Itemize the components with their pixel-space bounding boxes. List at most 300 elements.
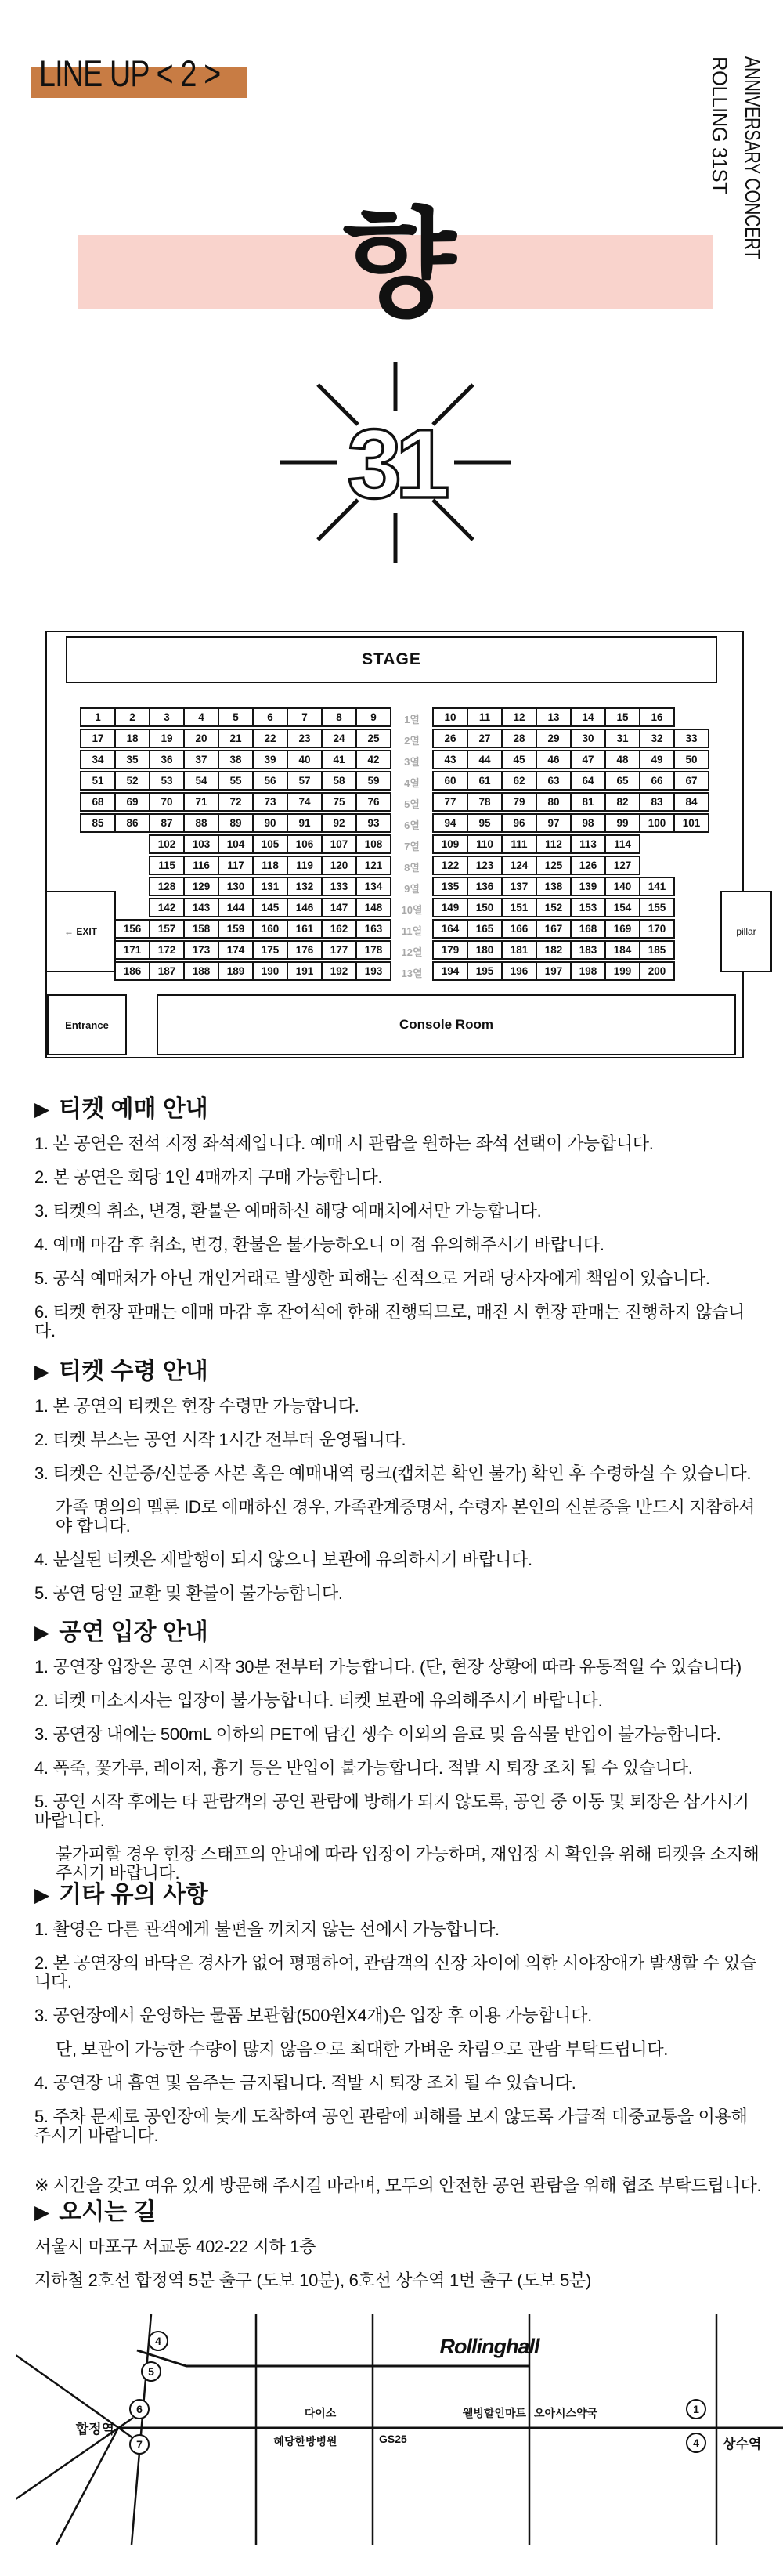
seat-cell: 75 xyxy=(321,792,357,812)
seat-cell: 180 xyxy=(467,940,503,960)
section-item: 1. 본 공연은 전석 지정 좌석제입니다. 예매 시 관람을 원하는 좌석 선택이 가능합니다. xyxy=(34,1134,654,1153)
seat-cell: 181 xyxy=(501,940,537,960)
seat-cell: 14 xyxy=(570,707,606,727)
seat-cell: 122 xyxy=(432,856,468,875)
section-item: 5. 공식 예매처가 아닌 개인거래로 발생한 피해는 전적으로 거래 당사자에게 책임이 있습니다. xyxy=(34,1268,710,1288)
seat-cell: 71 xyxy=(183,792,219,812)
exit-box xyxy=(45,891,116,972)
sangsu-exit-badges xyxy=(687,2400,705,2452)
seat-cell: 51 xyxy=(80,771,116,791)
seat-cell: 129 xyxy=(183,877,219,896)
seat-cell: 80 xyxy=(536,792,572,812)
anniversary-31-sunburst-logo xyxy=(278,345,513,580)
seat-cell: 188 xyxy=(183,961,219,981)
seat-cell: 110 xyxy=(467,834,503,854)
seat-cell: 37 xyxy=(183,750,219,769)
seat-cell: 49 xyxy=(639,750,675,769)
seat-cell: 155 xyxy=(639,898,675,917)
seat-cell: 147 xyxy=(321,898,357,917)
info-section xyxy=(34,1619,763,1898)
seat-cell: 137 xyxy=(501,877,537,896)
seat-cell: 26 xyxy=(432,729,468,748)
seat-cell: 56 xyxy=(252,771,288,791)
seat-cell: 7 xyxy=(287,707,323,727)
section-item: 3. 티켓의 취소, 변경, 환불은 예매하신 해당 예매처에서만 가능합니다. xyxy=(34,1201,542,1221)
seat-row-block xyxy=(432,877,675,896)
pillar-label: pillar xyxy=(736,926,756,937)
seat-cell: 100 xyxy=(639,813,675,833)
seat-cell: 104 xyxy=(218,834,254,854)
seat-cell: 131 xyxy=(252,877,288,896)
section-header xyxy=(34,1619,763,1647)
seat-cell: 54 xyxy=(183,771,219,791)
entrance-box xyxy=(47,994,127,1055)
seat-cell: 90 xyxy=(252,813,288,833)
seat-row-block xyxy=(432,750,709,769)
seat-cell: 167 xyxy=(536,919,572,939)
info-section xyxy=(34,1881,763,2210)
section-item: 3. 공연장에서 운영하는 물품 보관함(500원X4개)은 입장 후 이용 가능합니다. xyxy=(34,2006,592,2025)
seat-cell: 117 xyxy=(218,856,254,875)
seat-row-block xyxy=(80,792,392,812)
seat-cell: 169 xyxy=(604,919,640,939)
section-items xyxy=(34,2238,763,2290)
console-room-box xyxy=(157,994,736,1055)
seat-row-block xyxy=(80,750,392,769)
seat-row-block xyxy=(432,919,675,939)
seat-cell: 45 xyxy=(501,750,537,769)
seat-cell: 12 xyxy=(501,707,537,727)
section-item: 5. 주차 문제로 공연장에 늦게 도착하여 공연 관람에 피해를 보지 않도록 가급적 대중교통을 이용해주시기 바랍니다. xyxy=(34,2107,748,2145)
seat-cell: 42 xyxy=(355,750,392,769)
seat-cell: 53 xyxy=(149,771,185,791)
seat-cell: 199 xyxy=(604,961,640,981)
seat-cell: 31 xyxy=(604,729,640,748)
seat-cell: 50 xyxy=(673,750,709,769)
venue-label-rollinghall: Rollinghall xyxy=(439,2335,539,2358)
seat-cell: 27 xyxy=(467,729,503,748)
section-item: 2. 본 공연은 회당 1인 4매까지 구매 가능합니다. xyxy=(34,1167,383,1187)
seat-cell: 197 xyxy=(536,961,572,981)
stage-box xyxy=(66,636,717,683)
section-arrow-icon: ▶ xyxy=(34,1622,50,1644)
seat-cell: 139 xyxy=(570,877,606,896)
seat-cell: 118 xyxy=(252,856,288,875)
seat-cell: 111 xyxy=(501,834,537,854)
seat-cell: 150 xyxy=(467,898,503,917)
seat-row-block xyxy=(432,707,675,727)
seat-cell: 44 xyxy=(467,750,503,769)
seat-cell: 170 xyxy=(639,919,675,939)
seat-cell: 125 xyxy=(536,856,572,875)
section-header xyxy=(34,1095,763,1123)
seat-cell: 161 xyxy=(287,919,323,939)
seat-row-block xyxy=(432,834,640,854)
section-item: 4. 예매 마감 후 취소, 변경, 환불은 불가능하오니 이 점 유의해주시기 바랍니다. xyxy=(34,1235,604,1254)
seat-row-label: 11열 xyxy=(401,925,423,937)
seat-cell: 91 xyxy=(287,813,323,833)
seat-cell: 192 xyxy=(321,961,357,981)
seat-cell: 108 xyxy=(355,834,392,854)
seat-row-label: 8열 xyxy=(404,862,420,874)
seat-cell: 77 xyxy=(432,792,468,812)
seat-cell: 133 xyxy=(321,877,357,896)
map-place-label: 오아시스약국 xyxy=(534,2407,598,2419)
seat-cell: 186 xyxy=(114,961,150,981)
seat-cell: 66 xyxy=(639,771,675,791)
seat-cell: 93 xyxy=(355,813,392,833)
seat-row-label: 13열 xyxy=(401,968,423,979)
section-items xyxy=(34,1397,763,1603)
seat-cell: 95 xyxy=(467,813,503,833)
seat-cell: 76 xyxy=(355,792,392,812)
seat-cell: 152 xyxy=(536,898,572,917)
section-header xyxy=(34,1881,763,1909)
seat-cell: 13 xyxy=(536,707,572,727)
seat-cell: 23 xyxy=(287,729,323,748)
seat-cell: 190 xyxy=(252,961,288,981)
seat-row-block xyxy=(149,877,392,896)
seat-cell: 10 xyxy=(432,707,468,727)
seat-cell: 168 xyxy=(570,919,606,939)
seat-cell: 33 xyxy=(673,729,709,748)
subway-exit-badge: 4 xyxy=(155,2335,161,2347)
title-character: 향 xyxy=(342,198,456,330)
seat-cell: 138 xyxy=(536,877,572,896)
seat-row-block xyxy=(432,792,709,812)
seat-cell: 21 xyxy=(218,729,254,748)
seat-row-block xyxy=(114,961,392,981)
seat-cell: 116 xyxy=(183,856,219,875)
seat-cell: 174 xyxy=(218,940,254,960)
seat-cell: 65 xyxy=(604,771,640,791)
seat-cell: 24 xyxy=(321,729,357,748)
seat-row-block xyxy=(80,707,392,727)
section-item: 단, 보관이 가능한 수량이 많지 않음으로 최대한 가벼운 차림으로 관람 부탁드립니다. xyxy=(56,2039,669,2059)
lineup-title: LINE UP < 2 > xyxy=(39,52,221,94)
seat-cell: 46 xyxy=(536,750,572,769)
seat-cell: 87 xyxy=(149,813,185,833)
seat-cell: 106 xyxy=(287,834,323,854)
seating-chart xyxy=(45,631,756,1058)
map-place-label: 다이소 xyxy=(304,2407,337,2419)
seat-cell: 16 xyxy=(639,707,675,727)
seat-cell: 160 xyxy=(252,919,288,939)
seat-cell: 103 xyxy=(183,834,219,854)
seat-cell: 82 xyxy=(604,792,640,812)
seat-row-block xyxy=(80,771,392,791)
seat-cell: 96 xyxy=(501,813,537,833)
seat-cell: 151 xyxy=(501,898,537,917)
seat-cell: 43 xyxy=(432,750,468,769)
vertical-title-rolling-31st: ROLLING 31ST xyxy=(708,56,731,194)
seat-cell: 120 xyxy=(321,856,357,875)
section-item: 2. 본 공연장의 바닥은 경사가 없어 평평하여, 관람객의 신장 차이에 의한 시야장애가 발생할 수 있습니다. xyxy=(34,1953,757,1992)
seat-cell: 153 xyxy=(570,898,606,917)
seat-cell: 92 xyxy=(321,813,357,833)
seat-cell: 136 xyxy=(467,877,503,896)
seat-row-label: 5열 xyxy=(404,798,420,810)
section-items xyxy=(34,1134,763,1340)
seat-cell: 86 xyxy=(114,813,150,833)
seat-cell: 30 xyxy=(570,729,606,748)
seat-cell: 83 xyxy=(639,792,675,812)
seat-cell: 171 xyxy=(114,940,150,960)
seat-cell: 5 xyxy=(218,707,254,727)
section-item: 1. 촬영은 다른 관객에게 불편을 끼치지 않는 선에서 가능합니다. xyxy=(34,1919,500,1939)
seat-cell: 183 xyxy=(570,940,606,960)
seat-row-block xyxy=(432,940,675,960)
seat-cell: 154 xyxy=(604,898,640,917)
station-label-hapjeong: 합정역 xyxy=(75,2422,114,2437)
seat-cell: 34 xyxy=(80,750,116,769)
section-item: 1. 공연장 입장은 공연 시작 30분 전부터 가능합니다. (단, 현장 상황에 따라 유동적일 수 있습니다) xyxy=(34,1657,742,1677)
seat-cell: 88 xyxy=(183,813,219,833)
seat-cell: 55 xyxy=(218,771,254,791)
seat-cell: 162 xyxy=(321,919,357,939)
section-title: 오시는 길 xyxy=(59,2199,157,2225)
seat-cell: 35 xyxy=(114,750,150,769)
seat-cell: 48 xyxy=(604,750,640,769)
seat-cell: 165 xyxy=(467,919,503,939)
section-item: 5. 공연 당일 교환 및 환불이 불가능합니다. xyxy=(34,1583,343,1603)
seat-row-block xyxy=(432,898,675,917)
seat-cell: 126 xyxy=(570,856,606,875)
seat-cell: 115 xyxy=(149,856,185,875)
seat-cell: 85 xyxy=(80,813,116,833)
seat-row-block xyxy=(432,813,709,833)
seat-cell: 1 xyxy=(80,707,116,727)
seat-cell: 166 xyxy=(501,919,537,939)
seat-cell: 196 xyxy=(501,961,537,981)
seat-cell: 182 xyxy=(536,940,572,960)
seat-cell: 3 xyxy=(149,707,185,727)
section-item: 4. 분실된 티켓은 재발행이 되지 않으니 보관에 유의하시기 바랍니다. xyxy=(34,1550,532,1569)
seat-cell: 198 xyxy=(570,961,606,981)
seat-cell: 124 xyxy=(501,856,537,875)
seat-cell: 62 xyxy=(501,771,537,791)
seat-row-block xyxy=(149,898,392,917)
section-items xyxy=(34,1920,763,2195)
seat-cell: 175 xyxy=(252,940,288,960)
seat-cell: 61 xyxy=(467,771,503,791)
seat-cell: 58 xyxy=(321,771,357,791)
seat-row-label: 4열 xyxy=(404,777,420,789)
seat-cell: 79 xyxy=(501,792,537,812)
section-item: 3. 티켓은 신분증/신분증 사본 혹은 예매내역 링크(캡쳐본 확인 불가) 확인 후 수령하실 수 있습니다. xyxy=(34,1463,752,1483)
seat-cell: 19 xyxy=(149,729,185,748)
seat-cell: 179 xyxy=(432,940,468,960)
seat-cell: 57 xyxy=(287,771,323,791)
seat-cell: 38 xyxy=(218,750,254,769)
seat-cell: 73 xyxy=(252,792,288,812)
seat-cell: 146 xyxy=(287,898,323,917)
seat-row-block xyxy=(432,729,709,748)
seat-cell: 18 xyxy=(114,729,150,748)
seat-cell: 142 xyxy=(149,898,185,917)
seat-row-block xyxy=(149,856,392,875)
seat-cell: 20 xyxy=(183,729,219,748)
section-header xyxy=(34,1358,763,1386)
seat-cell: 178 xyxy=(355,940,392,960)
seat-cell: 98 xyxy=(570,813,606,833)
section-arrow-icon: ▶ xyxy=(34,1361,50,1383)
seat-row-block xyxy=(80,813,392,833)
entrance-label: Entrance xyxy=(65,1018,109,1031)
seat-cell: 141 xyxy=(639,877,675,896)
seat-cell: 200 xyxy=(639,961,675,981)
seat-cell: 40 xyxy=(287,750,323,769)
section-arrow-icon: ▶ xyxy=(34,1098,50,1120)
info-section xyxy=(34,1095,763,1355)
section-item: 서울시 마포구 서교동 402-22 지하 1층 xyxy=(34,2237,316,2256)
seat-cell: 127 xyxy=(604,856,640,875)
seat-row-block xyxy=(432,856,640,875)
console-room-label: Console Room xyxy=(399,1017,493,1032)
seat-cell: 15 xyxy=(604,707,640,727)
section-title: 티켓 수령 안내 xyxy=(59,1359,208,1384)
seat-cell: 32 xyxy=(639,729,675,748)
seat-cell: 64 xyxy=(570,771,606,791)
seat-cell: 156 xyxy=(114,919,150,939)
seat-cell: 8 xyxy=(321,707,357,727)
subway-exit-badge: 7 xyxy=(136,2438,143,2451)
seat-cell: 159 xyxy=(218,919,254,939)
seat-cell: 121 xyxy=(355,856,392,875)
section-item: 불가피할 경우 현장 스태프의 안내에 따라 입장이 가능하며, 재입장 시 확인을 위해 티켓을 소지해주시기 바랍니다. xyxy=(56,1844,760,1883)
seat-cell: 59 xyxy=(355,771,392,791)
logo-number-31: 31 xyxy=(347,410,444,519)
seat-row-label: 9열 xyxy=(404,883,420,895)
seat-cell: 173 xyxy=(183,940,219,960)
section-title: 기타 유의 사항 xyxy=(59,1882,208,1908)
seat-cell: 112 xyxy=(536,834,572,854)
map-place-label: 혜당한방병원 xyxy=(273,2435,337,2448)
seat-row-label: 12열 xyxy=(401,946,423,958)
seat-cell: 11 xyxy=(467,707,503,727)
seat-cell: 109 xyxy=(432,834,468,854)
section-item: 3. 공연장 내에는 500mL 이하의 PET에 담긴 생수 이외의 음료 및 음식물 반입이 불가능합니다. xyxy=(34,1724,721,1744)
seat-cell: 47 xyxy=(570,750,606,769)
section-item: 1. 본 공연의 티켓은 현장 수령만 가능합니다. xyxy=(34,1396,359,1416)
vertical-title-anniversary-concert: ANNIVERSARY CONCERT xyxy=(741,56,764,259)
map-place-label: GS25 xyxy=(379,2433,407,2445)
seat-cell: 134 xyxy=(355,877,392,896)
section-arrow-icon: ▶ xyxy=(34,1884,50,1906)
seat-cell: 81 xyxy=(570,792,606,812)
seat-cell: 36 xyxy=(149,750,185,769)
map-place-label: 웰빙할인마트 xyxy=(462,2407,526,2419)
seat-row-label: 6열 xyxy=(404,819,420,831)
section-arrow-icon: ▶ xyxy=(34,2202,50,2223)
seat-cell: 84 xyxy=(673,792,709,812)
seat-cell: 163 xyxy=(355,919,392,939)
seat-cell: 148 xyxy=(355,898,392,917)
section-item: 4. 공연장 내 흡연 및 음주는 금지됩니다. 적발 시 퇴장 조치 될 수 있습니다. xyxy=(34,2073,576,2093)
seat-row-label: 7열 xyxy=(404,841,420,852)
seat-cell: 145 xyxy=(252,898,288,917)
seat-cell: 130 xyxy=(218,877,254,896)
seat-cell: 99 xyxy=(604,813,640,833)
section-title: 티켓 예매 안내 xyxy=(59,1096,208,1122)
seat-cell: 140 xyxy=(604,877,640,896)
seat-cell: 9 xyxy=(355,707,392,727)
seat-cell: 2 xyxy=(114,707,150,727)
seat-cell: 60 xyxy=(432,771,468,791)
seat-cell: 22 xyxy=(252,729,288,748)
seat-row-block xyxy=(149,834,392,854)
section-items xyxy=(34,1658,763,1883)
seat-cell: 189 xyxy=(218,961,254,981)
seat-row-block xyxy=(80,729,392,748)
seat-row-label: 1열 xyxy=(404,714,420,725)
seat-cell: 187 xyxy=(149,961,185,981)
subway-exit-badge: 1 xyxy=(693,2403,699,2415)
seat-cell: 68 xyxy=(80,792,116,812)
section-item: 2. 티켓 부스는 공연 시작 1시간 전부터 운영됩니다. xyxy=(34,1430,406,1449)
seat-cell: 143 xyxy=(183,898,219,917)
seat-cell: 67 xyxy=(673,771,709,791)
seat-cell: 123 xyxy=(467,856,503,875)
seat-cell: 185 xyxy=(639,940,675,960)
info-section xyxy=(34,1358,763,1618)
seat-cell: 132 xyxy=(287,877,323,896)
seat-cell: 144 xyxy=(218,898,254,917)
seat-cell: 191 xyxy=(287,961,323,981)
seat-cell: 164 xyxy=(432,919,468,939)
seat-row-label: 10열 xyxy=(401,904,423,916)
seat-cell: 113 xyxy=(570,834,606,854)
section-item: 가족 명의의 멜론 ID로 예매하신 경우, 가족관계증명서, 수령자 본인의 신분증을 반드시 지참하셔야 합니다. xyxy=(56,1497,756,1536)
stage-label: STAGE xyxy=(362,650,421,668)
seat-cell: 172 xyxy=(149,940,185,960)
seat-cell: 17 xyxy=(80,729,116,748)
seat-cell: 176 xyxy=(287,940,323,960)
seat-cell: 89 xyxy=(218,813,254,833)
seat-cell: 128 xyxy=(149,877,185,896)
seat-cell: 119 xyxy=(287,856,323,875)
seat-cell: 193 xyxy=(355,961,392,981)
seat-cell: 72 xyxy=(218,792,254,812)
seat-cell: 149 xyxy=(432,898,468,917)
subway-exit-badge: 5 xyxy=(148,2365,154,2378)
seat-cell: 97 xyxy=(536,813,572,833)
section-item: 지하철 2호선 합정역 5분 출구 (도보 10분), 6호선 상수역 1번 출구 (도보 5분) xyxy=(34,2270,592,2290)
seat-row-block xyxy=(432,961,675,981)
seat-cell: 158 xyxy=(183,919,219,939)
seat-cell: 78 xyxy=(467,792,503,812)
seat-cell: 70 xyxy=(149,792,185,812)
seat-cell: 25 xyxy=(355,729,392,748)
section-header xyxy=(34,2198,763,2227)
subway-exit-badge: 6 xyxy=(136,2403,143,2415)
seat-row-label: 3열 xyxy=(404,756,420,768)
seat-row-label: 2열 xyxy=(404,735,420,747)
seat-cell: 29 xyxy=(536,729,572,748)
seat-cell: 63 xyxy=(536,771,572,791)
seat-cell: 157 xyxy=(149,919,185,939)
section-title: 공연 입장 안내 xyxy=(59,1619,208,1645)
seat-row-block xyxy=(432,771,709,791)
seat-row-block xyxy=(114,940,392,960)
seat-cell: 195 xyxy=(467,961,503,981)
section-item: 2. 티켓 미소지자는 입장이 불가능합니다. 티켓 보관에 유의해주시기 바랍니다. xyxy=(34,1691,603,1710)
seat-cell: 41 xyxy=(321,750,357,769)
seat-cell: 4 xyxy=(183,707,219,727)
seat-cell: 102 xyxy=(149,834,185,854)
section-note: ※ 시간을 갖고 여유 있게 방문해 주시길 바라며, 모두의 안전한 공연 관람을 위해 협조 부탁드립니다. xyxy=(34,2176,762,2195)
pillar-box xyxy=(720,891,772,972)
